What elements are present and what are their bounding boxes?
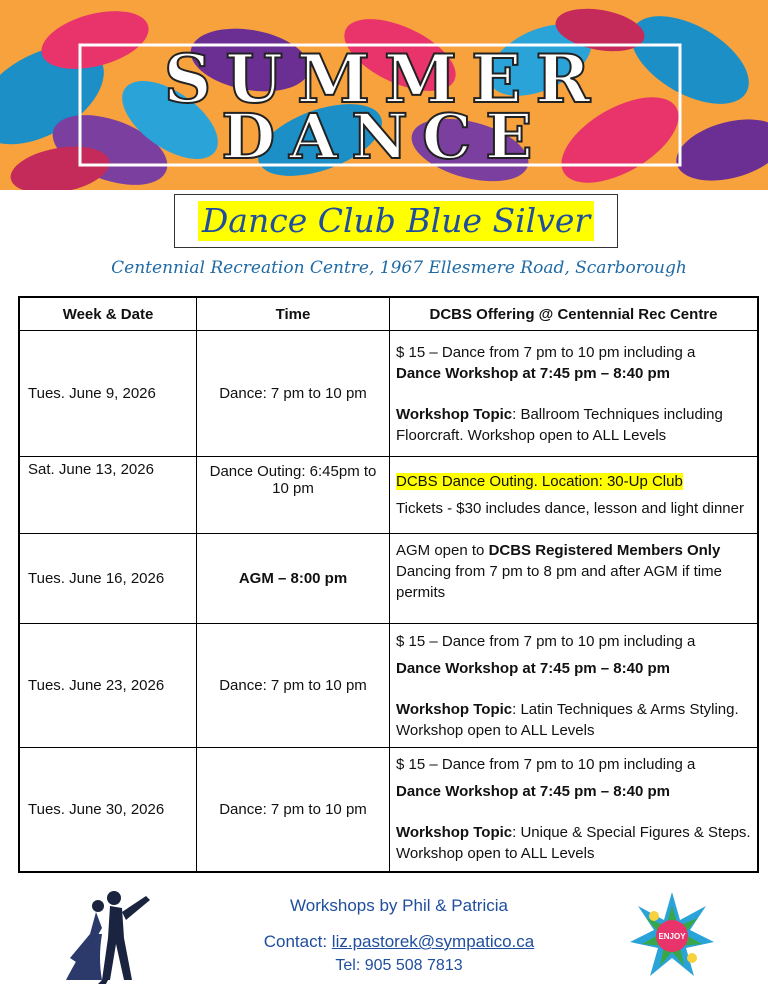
- table-row: [19, 534, 758, 624]
- club-title: Dance Club Blue Silver: [198, 201, 594, 241]
- row-time: Dance: 7 pm to 10 pm: [197, 331, 390, 457]
- row-offering: [390, 534, 759, 624]
- row-offering: [390, 624, 759, 748]
- row-time: Dance: 7 pm to 10 pm: [197, 748, 390, 872]
- row-date: Tues. June 9, 2026: [19, 331, 197, 457]
- agm-prefix: AGM open to: [396, 542, 489, 559]
- table-header-row: [19, 297, 758, 331]
- row-date: Tues. June 16, 2026: [19, 534, 197, 624]
- row-date: Tues. June 30, 2026: [19, 748, 197, 872]
- banner-title-dance: DANCE: [221, 100, 547, 173]
- row-date: Tues. June 23, 2026: [19, 624, 197, 748]
- table-row: [19, 748, 758, 872]
- offering-workshop-time: Dance Workshop at 7:45 pm – 8:40 pm: [396, 659, 670, 677]
- outing-tickets: Tickets - $30 includes dance, lesson and light dinner: [396, 500, 744, 517]
- row-time: Dance: 7 pm to 10 pm: [197, 624, 390, 748]
- offering-topic: [396, 404, 751, 446]
- workshops-credit: Workshops by Phil & Patricia: [290, 896, 508, 915]
- venue-address: Centennial Recreation Centre, 1967 Ellesmere Road, Scarborough: [111, 258, 687, 278]
- row-offering: [390, 457, 759, 534]
- club-title-box: [174, 194, 618, 248]
- row-offering: [390, 748, 759, 872]
- summer-dance-banner: [0, 0, 768, 190]
- header-week-date: Week & Date: [19, 297, 197, 331]
- badge-text: ENJOY: [658, 932, 686, 941]
- offering-price: $ 15 – Dance from 7 pm to 10 pm including a: [396, 756, 696, 774]
- offering-workshop-time: Dance Workshop at 7:45 pm – 8:40 pm: [396, 783, 670, 801]
- summer-badge-icon: [628, 888, 716, 980]
- topic-label: Workshop Topic: [396, 405, 513, 423]
- topic-text: : Latin Techniques & Arms Styling. Workshop open to ALL Levels: [396, 700, 739, 739]
- agm-dancing: Dancing from 7 pm to 8 pm and after AGM if time permits: [396, 563, 722, 601]
- table-row: [19, 457, 758, 534]
- row-time: Dance Outing: 6:45pm to 10 pm: [197, 457, 390, 534]
- agm-members: DCBS Registered Members Only: [488, 542, 721, 559]
- offering-price: $ 15 – Dance from 7 pm to 10 pm including a: [396, 632, 696, 650]
- offering-topic: [396, 699, 751, 741]
- topic-text: : Ballroom Techniques including Floorcraft. Workshop open to ALL Levels: [396, 405, 723, 444]
- header-offering: DCBS Offering @ Centennial Rec Centre: [390, 297, 759, 331]
- row-offering: [390, 331, 759, 457]
- outing-highlight: DCBS Dance Outing. Location: 30-Up Club: [396, 473, 683, 490]
- topic-text: : Unique & Special Figures & Steps. Workshop open to ALL Levels: [396, 824, 751, 863]
- row-date: Sat. June 13, 2026: [19, 457, 197, 534]
- offering-topic: [396, 822, 751, 864]
- header-time: Time: [197, 297, 390, 331]
- contact-email-link[interactable]: liz.pastorek@sympatico.ca: [331, 932, 535, 951]
- offering-price: $ 15 – Dance from 7 pm to 10 pm including a: [396, 343, 696, 361]
- offering-workshop-time: Dance Workshop at 7:45 pm – 8:40 pm: [396, 364, 670, 382]
- table-row: [19, 624, 758, 748]
- schedule-table: [18, 296, 759, 873]
- topic-label: Workshop Topic: [396, 700, 513, 718]
- banner-title-summer: SUMMER: [163, 40, 605, 118]
- contact-phone: Tel: 905 508 7813: [335, 957, 463, 974]
- contact-label: Contact:: [263, 932, 332, 951]
- table-row: [19, 331, 758, 457]
- topic-label: Workshop Topic: [396, 824, 513, 842]
- row-time: AGM – 8:00 pm: [238, 570, 348, 587]
